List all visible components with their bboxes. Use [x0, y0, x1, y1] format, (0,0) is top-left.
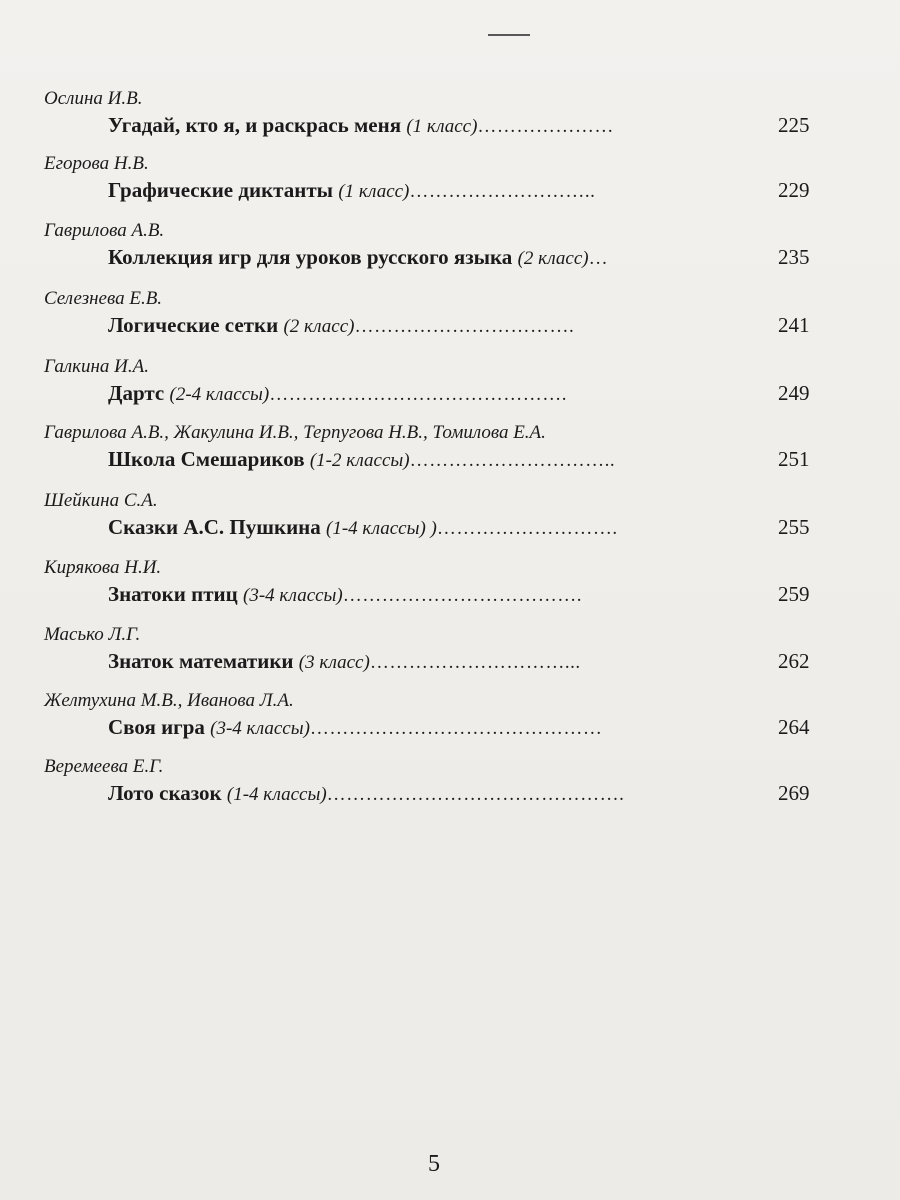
toc-entry [0, 422, 900, 492]
entry-page-number: 225 [778, 113, 810, 137]
entry-leader-dots: ………………………. [436, 518, 618, 539]
entry-author: Кирякова Н.И. [44, 557, 162, 578]
entry-leader-dots: ………………………………. [342, 585, 582, 606]
entry-leader-dots: ………………… [477, 116, 614, 137]
entry-title-line [108, 177, 595, 205]
entry-leader-dots: ………………………….. [409, 450, 616, 471]
entry-title: Коллекция игр для уроков русского языка [108, 245, 513, 269]
entry-title-line [108, 714, 602, 742]
entry-grade: (2 класс) [283, 316, 355, 337]
entry-title-line [108, 648, 581, 676]
entry-leader-dots: ……………………….. [409, 181, 596, 202]
toc-entry [0, 690, 900, 760]
entry-grade: (2 класс) [517, 248, 589, 269]
entry-page-number: 251 [778, 447, 810, 471]
entry-author: Гаврилова А.В. [44, 220, 165, 241]
toc-entry [0, 356, 900, 426]
toc-entry [0, 288, 900, 358]
entry-page-number: 269 [778, 781, 810, 805]
toc-entry [0, 624, 900, 694]
entry-page-number: 255 [778, 515, 810, 539]
entry-title: Школа Смешариков [108, 447, 305, 471]
entry-author: Веремеева Е.Г. [44, 756, 164, 777]
entry-page-number: 229 [778, 178, 810, 202]
entry-page-number: 235 [778, 245, 810, 269]
entry-title-line [108, 380, 567, 408]
entry-page-number: 259 [778, 582, 810, 606]
entry-page-number: 249 [778, 381, 810, 405]
entry-grade: (3 класс) [298, 652, 370, 673]
entry-title: Угадай, кто я, и раскрась меня [108, 113, 402, 137]
entry-grade: (1 класс) [338, 181, 410, 202]
toc-entry [0, 490, 900, 560]
entry-author: Егорова Н.В. [44, 153, 149, 174]
entry-leader-dots: ………………………………………. [269, 384, 567, 405]
toc-entry [0, 557, 900, 627]
entry-title-line [108, 446, 615, 474]
entry-grade: (1-4 классы) [226, 784, 327, 805]
top-rule [488, 34, 530, 36]
entry-title: Своя игра [108, 715, 205, 739]
entry-grade: (1-2 классы) [309, 450, 410, 471]
entry-grade: (1 класс) [406, 116, 478, 137]
entry-author: Гаврилова А.В., Жакулина И.В., Терпугова Н.В., Томилова Е.А. [44, 422, 546, 443]
entry-grade: (1-4 классы) ) [326, 518, 437, 539]
entry-author: Желтухина М.В., Иванова Л.А. [44, 690, 294, 711]
entry-title: Графические диктанты [108, 178, 334, 202]
toc-entry [0, 153, 900, 223]
entry-leader-dots: ………………………………………. [326, 784, 625, 805]
entry-title: Сказки А.С. Пушкина [108, 515, 321, 539]
entry-title: Логические сетки [108, 313, 279, 337]
entry-title-line [108, 112, 614, 140]
entry-grade: (3-4 классы) [243, 585, 343, 606]
toc-entry [0, 756, 900, 826]
toc-entry [0, 220, 900, 290]
entry-page-number: 241 [778, 313, 810, 337]
entry-title: Дартс [108, 381, 165, 405]
entry-author: Шейкина С.А. [44, 490, 158, 511]
entry-title: Лото сказок [108, 781, 222, 805]
entry-title: Знатоки птиц [108, 582, 238, 606]
entry-grade: (2-4 классы) [169, 384, 270, 405]
entry-leader-dots: ……………………………………… [309, 718, 603, 739]
entry-title: Знаток математики [108, 649, 294, 673]
entry-title-line [108, 244, 608, 272]
entry-grade: (3-4 классы) [210, 718, 310, 739]
entry-page-number: 262 [778, 649, 810, 673]
entry-title-line [108, 581, 582, 609]
entry-title-line [108, 312, 574, 340]
entry-leader-dots: ……………………………. [354, 316, 575, 337]
entry-author: Масько Л.Г. [44, 624, 141, 645]
entry-leader-dots: …………………………... [369, 652, 581, 673]
entry-title-line [108, 514, 618, 542]
toc-entry [0, 88, 900, 158]
entry-leader-dots: … [588, 248, 609, 269]
page-number: 5 [428, 1151, 440, 1177]
entry-author: Селезнева Е.В. [44, 288, 163, 309]
entry-title-line [108, 780, 624, 808]
entry-author: Галкина И.А. [44, 356, 150, 377]
entry-author: Ослина И.В. [44, 88, 143, 109]
entry-page-number: 264 [778, 715, 810, 739]
